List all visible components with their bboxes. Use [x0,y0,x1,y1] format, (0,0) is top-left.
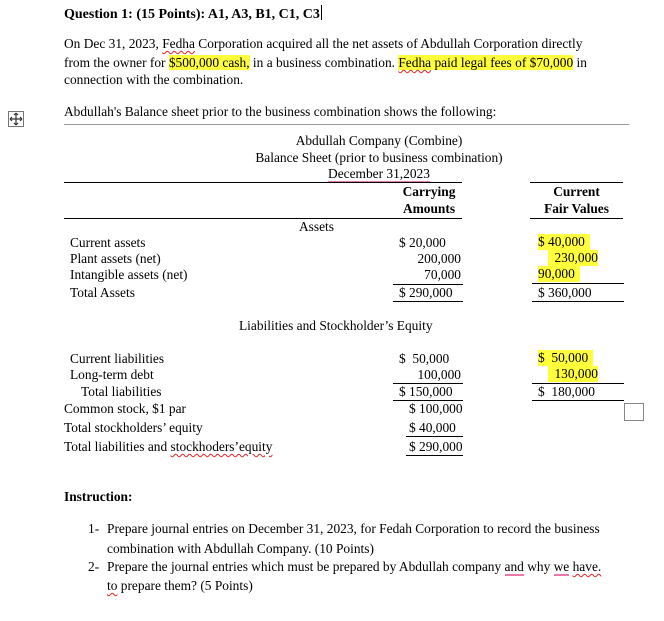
asset-fair: 90,000 [538,266,580,282]
item-number: 1- [88,521,100,536]
equity-rule [406,436,463,437]
misspelled-word: Fedha [398,55,432,70]
header-bottom-rule-fair [530,218,623,219]
fair-header-2: Fair Values [544,201,609,216]
text-cursor [321,5,322,20]
table-move-handle-icon[interactable] [8,111,24,127]
lead-sentence: Abdullah's Balance sheet prior to the business combination shows the following: [64,104,497,119]
carrying-header-1: Carrying [402,184,456,199]
liability-label: Total liabilities [81,384,162,399]
instruction-heading: Instruction: [64,489,133,504]
intro-line-2: from the owner for $500,000 cash, in a business combination. Fedha paid legal fees of $70,000 in [64,55,587,70]
liability-carrying: $ 50,000 [399,351,450,366]
fair-total-rule [532,301,624,302]
sheet-subtitle: Balance Sheet (prior to business combination) [255,150,503,165]
asset-label: Current assets [70,235,146,250]
carrying-header-2: Amounts [402,201,456,216]
fair-liab-total-rule [532,400,624,401]
asset-label: Total Assets [70,285,135,300]
highlight-legal-fees: paid legal fees of $70,000 [431,55,574,70]
asset-label: Plant assets (net) [70,251,161,266]
misspelled-word: have. [572,559,602,574]
table-top-border [64,124,629,125]
intro-line-1: On Dec 31, 2023, Fedha Corporation acquired all the net assets of Abdullah Corporation directly [64,36,583,51]
liability-fair: $ 50,000 [538,350,593,366]
equity-carrying: $ 40,000 [409,420,456,435]
liability-fair: 130,000 [548,366,598,382]
total-carrying: $ 290,000 [409,439,463,454]
instruction-1-line-2: combination with Abdullah Company. (10 Points) [107,541,374,556]
liability-label: Long-term debt [70,367,154,382]
misspelled-word: Fedha [162,36,195,51]
liability-fair-total: $ 180,000 [538,384,595,399]
misspelled-word: stockhoders’equity [170,439,273,454]
liability-carrying-total: $ 150,000 [399,384,453,399]
total-rule [393,301,463,302]
asset-carrying: 200,000 [417,251,461,266]
empty-checkbox[interactable] [624,403,644,421]
instruction-2-line-2: to prepare them? (5 Points) [107,578,253,593]
question-title: Question 1: (15 Points): A1, A3, B1, C1, C3 [64,7,320,22]
liability-carrying: 100,000 [417,367,461,382]
highlight-cash: $500,000 cash, [168,55,250,70]
sheet-date: December 31,2023 [328,166,430,181]
company-name: Abdullah Company (Combine) [295,133,463,148]
assets-heading: Assets [299,219,334,234]
total-liab-equity-label: Total liabilities and stockhoders’equity [64,439,273,454]
asset-carrying: $ 20,000 [399,235,446,250]
asset-fair-total: $ 360,000 [538,285,592,300]
equity-label: Common stock, $1 par [64,401,186,416]
header-bottom-rule [64,218,462,219]
asset-carrying-total: $ 290,000 [399,285,453,300]
instruction-2-line-1: Prepare the journal entries which must be prepared by Abdullah company and why we have. [107,559,602,574]
fair-header-1: Current [553,184,600,199]
liabilities-heading: Liabilities and Stockholder’s Equity [239,318,433,333]
header-rule-fair [530,182,623,183]
asset-label: Intangible assets (net) [70,267,188,282]
grand-total-rule [406,455,463,456]
liability-label: Current liabilities [70,351,165,366]
asset-fair: $ 40,000 [538,234,590,250]
equity-label: Total stockholders’ equity [64,420,203,435]
intro-line-3: connection with the combination. [64,72,244,87]
item-number: 2- [88,559,100,574]
misspelled-word: to [107,578,118,593]
asset-fair: 230,000 [548,250,598,266]
asset-carrying: 70,000 [424,267,461,282]
fair-subtotal-rule [532,283,624,284]
equity-carrying: $ 100,000 [409,401,463,416]
instruction-1-line-1: Prepare journal entries on December 31, 2023, for Fedah Corporation to record the business [107,521,600,536]
header-rule [64,182,462,183]
